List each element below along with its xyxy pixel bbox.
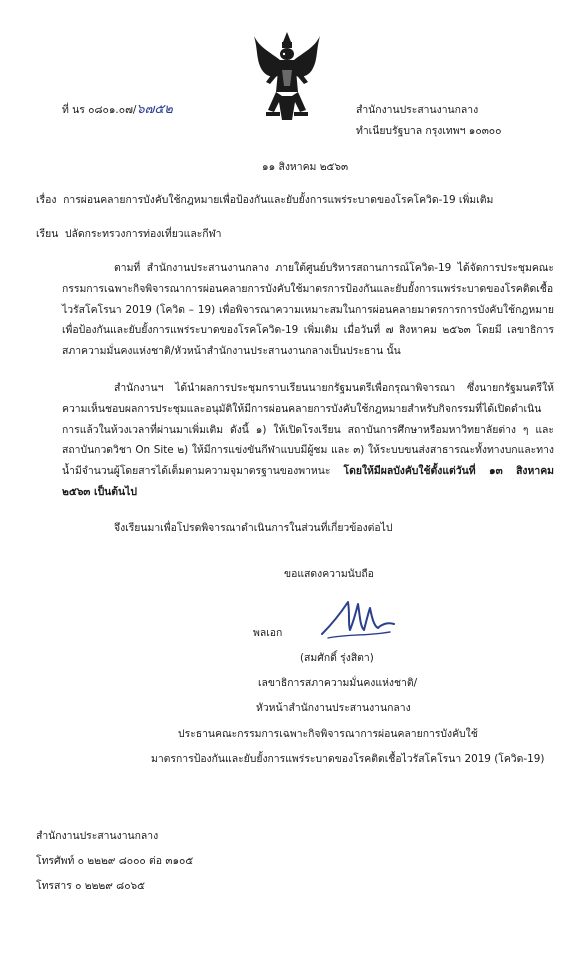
subject-label: เรื่อง bbox=[36, 194, 57, 206]
recipient-line bbox=[36, 227, 222, 241]
office-address: ทำเนียบรัฐบาล กรุงเทพฯ ๑๐๓๐๐ bbox=[356, 125, 502, 137]
signatory-position-2: หัวหน้าสำนักงานประสานงานกลาง bbox=[256, 702, 411, 714]
signatory-rank: พลเอก bbox=[253, 627, 283, 639]
signatory-name: (สมศักดิ์ รุ่งสิตา) bbox=[300, 652, 374, 664]
footer-fax: โทรสาร ๐ ๒๒๒๙ ๘๐๖๕ bbox=[36, 880, 145, 892]
subject-line bbox=[36, 193, 493, 207]
reference-number bbox=[62, 103, 173, 117]
body-paragraph-3: จึงเรียนมาเพื่อโปรดพิจารณาดำเนินการในส่วนที่เกี่ยวข้องต่อไป bbox=[114, 522, 393, 534]
recipient-text: ปลัดกระทรวงการท่องเที่ยวและกีฬา bbox=[64, 228, 222, 240]
signatory-position-3: ประธานคณะกรรมการเฉพาะกิจพิจารณาการผ่อนคลายการบังคับใช้ bbox=[178, 728, 478, 740]
subject-text: การผ่อนคลายการบังคับใช้กฎหมายเพื่อป้องกันและยับยั้งการแพร่ระบาดของโรคโควิด-19 เพิ่มเติม bbox=[63, 194, 494, 206]
footer-phone: โทรศัพท์ ๐ ๒๒๒๙ ๘๐๐๐ ต่อ ๓๑๐๕ bbox=[36, 855, 194, 867]
body-paragraph-2-effective-date: โดยให้มีผลบังคับใช้ตั้งแต่วันที่ ๑๓ สิงหาคม ๒๕๖๓ เป็นต้นไป bbox=[62, 465, 554, 498]
closing-salutation: ขอแสดงความนับถือ bbox=[284, 568, 374, 580]
garuda-emblem-icon bbox=[252, 30, 322, 130]
reference-prefix: ที่ นร ๐๘๐๑.๐๗/ bbox=[62, 104, 137, 116]
signatory-position-1: เลขาธิการสภาความมั่นคงแห่งชาติ/ bbox=[258, 677, 418, 689]
office-name: สำนักงานประสานงานกลาง bbox=[356, 104, 479, 116]
signatory-position-4: มาตรการป้องกันและยับยั้งการแพร่ระบาดของโรคติดเชื้อไวรัสโคโรนา 2019 (โควิด-19) bbox=[151, 753, 545, 765]
body-paragraph-1: ตามที่ สำนักงานประสานงานกลาง ภายใต้ศูนย์บริหารสถานการณ์โควิด-19 ได้จัดการประชุมคณะกรรมการเฉพาะกิจพิจารณาการผ่อนคลายการบังคับใช้มาตรการป้องกันและยับยั้งการแพร่ระบาดของโรคติดเชื้อไวรัสโคโรนา 2019 (โควิด – 19) เพื่อพิจารณาความเหมาะสมในการผ่อนคลายมาตรการการบังคับใช้กฎหมายเพื่อป้องกันและยับยั้งการแพร่ระบาดของโรคโควิด-19 เพิ่มเติม เมื่อวันที่ ๗ สิงหาคม ๒๕๖๓ โดยมี เลขาธิการสภาความมั่นคงแห่งชาติ/หัวหน้าสำนักงานประสานงานกลางเป็นประธาน นั้น bbox=[62, 262, 554, 358]
document-date: ๑๑ สิงหาคม ๒๕๖๓ bbox=[262, 161, 349, 173]
body-paragraph-2-text: สำนักงานฯ ได้นำผลการประชุมกราบเรียนนายกรัฐมนตรีเพื่อกรุณาพิจารณา ซึ่งนายกรัฐมนตรีให้ความเห็นชอบผลการประชุมและอนุมัติให้มีการผ่อนคลายการบังคับใช้กฎหมายสำหรับกิจกรรมที่ได้เปิดดำเนินการแล้วในห้วงเวลาที่ผ่านมาเพิ่มเติม ดังนี้ ๑) ให้เปิดโรงเรียน สถาบันการศึกษาหรือมหาวิทยาลัยต่าง ๆ และสถาบันกวดวิชา On Site ๒) ให้มีการแข่งขันกีฬาแบบมีผู้ชม และ ๓) ให้ระบบขนส่งสาธารณะทั้งทางบกและทางน้ำมีจำนวนผู้โดยสารได้เต็มตามความจุมาตรฐานของพาหนะ bbox=[62, 382, 554, 478]
recipient-label: เรียน bbox=[36, 228, 59, 240]
footer-office: สำนักงานประสานงานกลาง bbox=[36, 830, 159, 842]
body-paragraph-2 bbox=[62, 378, 554, 503]
handwritten-signature-icon bbox=[318, 594, 398, 644]
reference-number-handwritten: ๖๗๕๒ bbox=[136, 102, 173, 117]
